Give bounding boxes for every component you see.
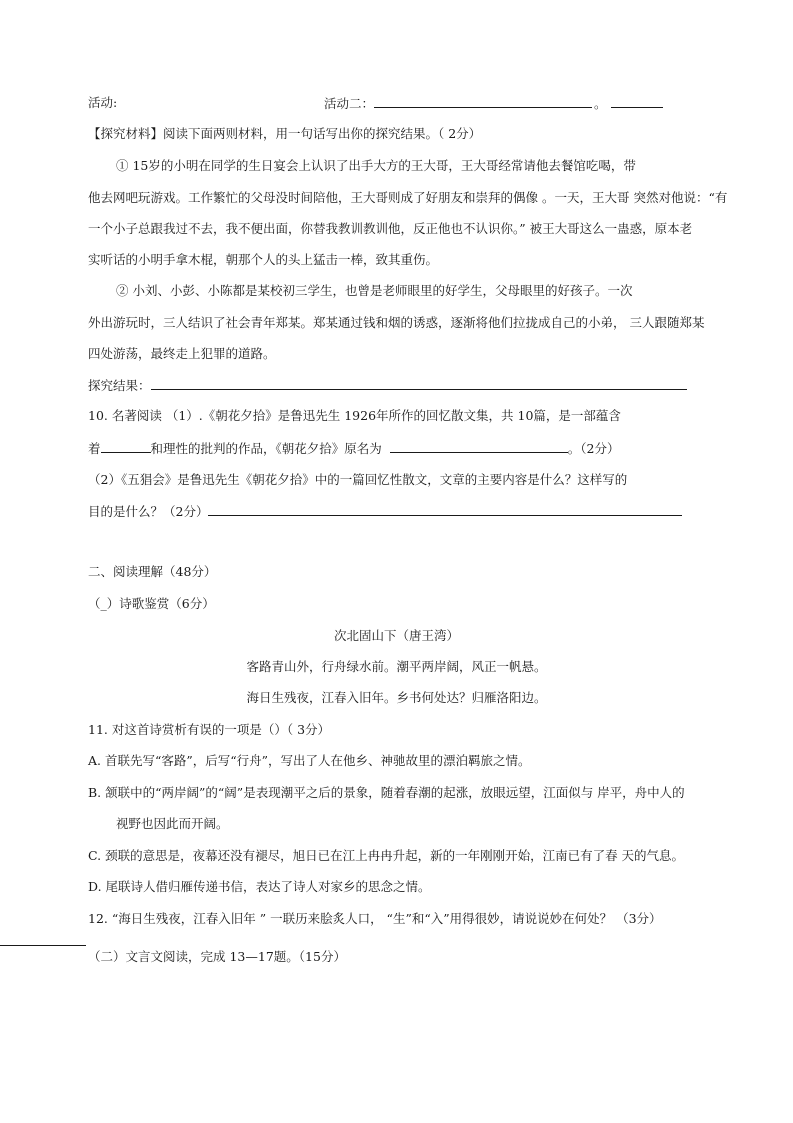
- activity-two-blank[interactable]: [374, 95, 592, 108]
- q11-stem: 11. 对这首诗赏析有误的一项是（）（ 3分）: [88, 722, 331, 737]
- material-two-line-1: ② 小刘、小彭、小陈都是某校初三学生，也曾是老师眼里的好学生，父母眼里的好孩子。一次: [116, 283, 633, 298]
- inquiry-heading: 【探究材料】阅读下面两则材料，用一句话写出你的探究结果。（ 2分）: [88, 126, 482, 141]
- q11-option-a: A. 首联先写“客路”，后写“行舟”，写出了人在他乡、神驰故里的漂泊羁旅之情。: [88, 753, 531, 768]
- q10-line-2-b: 和理性的批判的作品，《朝花夕拾》原名为: [150, 441, 382, 456]
- material-one-line-1: ① 15岁的小明在同学的生日宴会上认识了出手大方的王大哥，王大哥经常请他去餐馆吃喝，带: [116, 158, 636, 173]
- q10-blank-3[interactable]: [208, 503, 682, 516]
- q10-line-1: 10. 名著阅读 （1）.《朝花夕拾》是鲁迅先生 1926年所作的回忆散文集，共 10篇，是一部蕴含: [88, 408, 621, 423]
- q10-line-4: [88, 503, 682, 520]
- q11-option-c: C. 颈联的意思是，夜幕还没有褪尽，旭日已在江上冉冉升起，新的一年刚刚开始，江南已有了春 天的气息。: [88, 848, 685, 863]
- inquiry-result-blank[interactable]: [151, 377, 687, 390]
- q10-line-4-text: 目的是什么？（2分）: [88, 504, 209, 519]
- material-two-line-2: 外出游玩时，三人结识了社会青年郑某。郑某通过钱和烟的诱惑，逐渐将他们拉拢成自己的小弟， 三人跟随郑某: [88, 315, 705, 330]
- activity-one-label: 活动:: [88, 95, 118, 110]
- inquiry-result-label: 探究结果：: [88, 378, 151, 393]
- material-one-line-2: 他去网吧玩游戏。工作繁忙的父母没时间陪他，王大哥则成了好朋友和崇拜的偶像 。一天，王大哥 突然对他说：“有: [88, 190, 728, 205]
- q10-blank-2[interactable]: [390, 440, 568, 453]
- poem-line-2: 海日生残夜，江春入旧年。乡书何处达？归雁洛阳边。: [246, 690, 547, 705]
- q10-blank-1[interactable]: [101, 440, 151, 453]
- q10-line-2-a: 着: [88, 441, 101, 456]
- material-one-line-4: 实听话的小明手拿木棍，朝那个人的头上猛击一棒，致其重伤。: [88, 252, 439, 267]
- activity-two-blank-short[interactable]: [611, 95, 663, 108]
- q10-line-3: （2）《五猖会》是鲁迅先生《朝花夕拾》中的一篇回忆性散文，文章的主要内容是什么？这样写的: [88, 472, 628, 487]
- q10-line-2: [88, 440, 619, 457]
- poetry-subheading: （_）诗歌鉴赏（6分）: [88, 596, 215, 611]
- q12-stem: 12. “海日生残夜，江春入旧年 ” 一联历来脍炙人口， “生”和“入”用得很妙，请说说妙在何处？ （3分）: [88, 911, 662, 926]
- poem-title: 次北固山下（唐王湾）: [333, 628, 459, 643]
- activity-two-line: [324, 95, 663, 112]
- material-two-line-3: 四处游荡，最终走上犯罪的道路。: [88, 346, 276, 361]
- q11-option-b-line-2: 视野也因此而开阔。: [116, 816, 229, 831]
- activity-period: 。: [594, 96, 607, 111]
- poem-line-1: 客路青山外，行舟绿水前。潮平两岸阔，风正一帆悬。: [246, 659, 547, 674]
- activity-two-label: 活动二：: [324, 96, 375, 111]
- section-two-heading: 二、阅读理解（48分）: [88, 564, 217, 579]
- q11-option-d: D. 尾联诗人借归雁传递书信，表达了诗人对家乡的思念之情。: [88, 879, 431, 894]
- q10-line-2-c: 。（2分）: [567, 441, 620, 456]
- material-one-line-3: 一个小子总跟我过不去，我不便出面，你替我教训教训他，反正他也不认识你。” 被王大哥这么一蛊惑，原本老: [88, 221, 693, 236]
- inquiry-result-line: [88, 377, 687, 394]
- footnote-rule: [0, 945, 86, 946]
- q11-option-b-line-1: B. 颔联中的“两岸阔”的“阔”是表现潮平之后的景象，随着春潮的起涨，放眼远望，江面似与 岸平，舟中人的: [88, 785, 685, 800]
- classical-chinese-subheading: （二）文言文阅读，完成 13—17题。（15分）: [88, 949, 346, 964]
